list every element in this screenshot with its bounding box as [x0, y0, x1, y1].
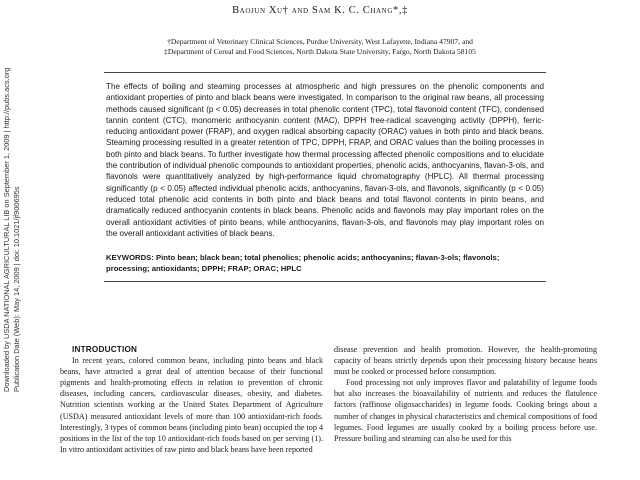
intro-paragraph-3: Food processing not only improves flavor and palatability of legume foods but also increases the bioavailability of nutrients and reduces the flatulence factors (raffinose oligosaccharides) in legume foods. Cooking brings about a number of changes in physical characteristics and chemical compositions of food legumes. Food legumes are usually cooked by a boiling process before use. Pressure boiling and steaming can also be used for this — [334, 378, 597, 443]
author-line: Baojun Xu† and Sam K. C. Chang*,‡ — [232, 5, 408, 16]
download-notice: Downloaded by USDA NATIONAL AGRICULTURAL LIB on September 1, 2009 | http://pubs.acs.org — [2, 67, 11, 392]
affiliation-2: ‡Department of Cereal and Food Sciences, North Dakota State University, Fargo, North Dakota 58105 — [164, 47, 476, 56]
publication-date-doi: Publication Date (Web): May 14, 2009 | doi: 10.1021/jf900695s — [12, 186, 21, 392]
affiliation-1: †Department of Veterinary Clinical Sciences, Purdue University, West Lafayette, Indiana 47907, and — [167, 37, 473, 46]
left-column — [60, 344, 323, 455]
section-heading-introduction: INTRODUCTION — [72, 345, 138, 354]
right-column — [334, 344, 597, 444]
abstract-text: The effects of boiling and steaming processes at atmospheric and high pressures on the phenolic components and antioxidant properties of pinto and black beans were investigated. In comparison to the original raw beans, all processing methods caused significant (p < 0.05) decreases in total phenolic content (TPC), total flavonoid content (TFC), condensed tannin content (CTC), monomeric anthocyanin content (MAC), DPPH free-radical scavenging activity (DPPH), ferric-reducing antioxidant power (FRAP), and oxygen radical absorbing capacity (ORAC) values in both pinto and black beans. Steaming processing resulted in a greater retention of TPC, DPPH, FRAP, and ORAC values than the boiling processes in both pinto and black beans. To further investigate how thermal processing affected phenolic compositions and to elucidate the contribution of individual phenolic compounds to antioxidant properties, phenolic acids, anthocyanins, flavan-3-ols, and flavonols were quantitatively analyzed by high-performance liquid chromatography (HPLC). All thermal processing significantly (p < 0.05) affected individual phenolic acids, anthocyanins, flavan-3-ols, and flavonols, significantly (p < 0.05) reduced total phenolic acid contents in both pinto and black beans and total flavonol contents in pinto beans, and dramatically reduced anthocyanin contents in black beans. Phenolic acids and flavonols may play important roles on the overall antioxidant activities of pinto beans, while anthocyanins, flavan-3-ols, and flavonols may play important roles on the overall antioxidant activities of black beans. — [106, 82, 544, 238]
intro-paragraph-2: disease prevention and health promotion. However, the health-promoting capacity of beans strictly depends upon their processing history because beans must be cooked or processed before consumption. — [334, 345, 597, 377]
abstract-box — [104, 72, 546, 282]
keywords: KEYWORDS: Pinto bean; black bean; total phenolics; phenolic acids; anthocyanins; flavan-3-ols; flavonols; processing; antioxidants; DPPH; FRAP; ORAC; HPLC — [106, 253, 500, 273]
download-sidebar — [2, 62, 42, 392]
intro-paragraph-1: In recent years, colored common beans, including pinto beans and black beans, have attracted a great deal of attention because of their functional pigments and health-promoting effects in relation to prevention of chronic diseases, including cancers, cardiovascular diseases, obesity, and diabetes. Nutrition scientists working at the United States Department of Agriculture (USDA) measured antioxidant levels of more than 100 antioxidant-rich foods. Interestingly, 3 types of common beans (including pinto bean) occupied the top 4 positions in the list of the top 10 antioxidant-rich foods based on per serving (1). In vitro antioxidant activities of raw pinto and black beans have been reported — [60, 356, 323, 454]
